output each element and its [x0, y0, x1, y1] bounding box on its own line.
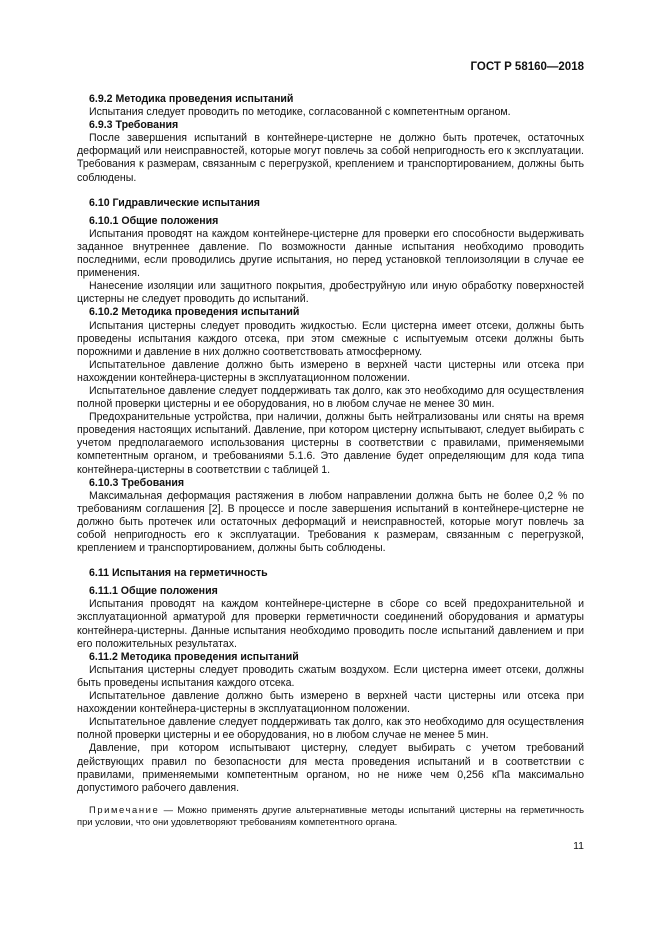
heading-6-11: 6.11 Испытания на герметичность [89, 567, 268, 580]
page-number: 11 [573, 840, 584, 852]
paragraph: Давление, при котором испытывают цистерну, следует выбирать с учетом требований действующих правил по безопасности для места проведения испытаний и в соответствии с правилами, применяемыми компетентным органом, но не ниже чем 0,256 кПа максимально допустимого рабочего давления. [77, 742, 584, 794]
paragraph: После завершения испытаний в контейнере-цистерне не должно быть протечек, остаточных деформаций или неисправностей, которые могут повлечь за собой непригодность его к эксплуатации. Требования к размерам, связанным с перегрузкой, креплением и транспортированием, должны быть соблюдены. [77, 132, 584, 184]
paragraph: Испытания цистерны следует проводить жидкостью. Если цистерна имеет отсеки, должны быть проведены испытания каждого отсека, при этом смежные с испытуемым отсеки должны быть порожними и давление в них должно соответствовать атмосферному. [77, 319, 584, 358]
heading-6-10: 6.10 Гидравлические испытания [89, 196, 260, 209]
standard-designation: ГОСТ Р 58160—2018 [470, 61, 584, 73]
paragraph: Испытания следует проводить по методике, согласованной с компетентным органом. [89, 106, 511, 119]
heading-6-10-2: 6.10.2 Методика проведения испытаний [89, 306, 300, 319]
paragraph: Испытательное давление должно быть измерено в верхней части цистерны или отсека при нахождении контейнера-цистерны в эксплуатационном положении. [77, 358, 584, 384]
paragraph: Испытания цистерны следует проводить сжатым воздухом. Если цистерна имеет отсеки, должны быть проведены испытания каждого отсека. [77, 663, 584, 689]
paragraph: Нанесение изоляции или защитного покрытия, дробеструйную или иную обработку поверхностей цистерны не следует проводить до испытаний. [77, 280, 584, 306]
paragraph: Испытательное давление должно быть измерено в верхней части цистерны или отсека при нахождении контейнера-цистерны в эксплуатационном положении. [77, 690, 584, 716]
paragraph: Испытания проводят на каждом контейнере-цистерне в сборе со всей предохранительной и эксплуатационной арматурой для проверки герметичности соединений оборудования и арматуры контейнера-цистерны. Данные испытания необходимо проводить после испытаний давлением и при его положительных результатах. [77, 598, 584, 650]
heading-6-11-1: 6.11.1 Общие положения [89, 585, 218, 598]
paragraph: Испытательное давление следует поддерживать так долго, как это необходимо для осуществления полной проверки цистерны и ее оборудования, но в любом случае не менее 30 мин. [77, 384, 584, 411]
paragraph: Испытания проводят на каждом контейнере-цистерне для проверки его способности выдерживать заданное внутреннее давление. По возможности данные испытания необходимо проводить последними, если проводились другие испытания, но перед установкой теплоизоляции в случае ее применения. [77, 227, 584, 280]
paragraph: Предохранительные устройства, при наличии, должны быть нейтрализованы или сняты на время проведения настоящих испытаний. Давление, при котором цистерну испытывают, следует выбирать с учетом предполагаемого использования цистерны в соответствии с правилами, применяемыми компетентным органом, и требованиями 5.1.6. Это давление будет определяющим для кода типа контейнера-цистерны в соответствии с таблицей 1. [77, 411, 584, 476]
note-text: — Можно применять другие альтернативные методы испытаний цистерны на герметичность при условии, что они удовлетворяют требованиям компетентного органа. [77, 803, 584, 827]
heading-6-9-2: 6.9.2 Методика проведения испытаний [89, 93, 294, 105]
heading-6-9-3: 6.9.3 Требования [89, 119, 179, 132]
paragraph: Максимальная деформация растяжения в любом направлении должна быть не более 0,2 % по требованиям соглашения [2]. В процессе и после завершения испытаний в контейнере-цистерне не должно быть протечек или остаточных деформаций и неисправностей, которые могут повлечь за собой непригодность его к эксплуатации. Требования к размерам, связанным с перегрузкой, креплением и транспортированием, должны быть соблюдены. [77, 489, 584, 555]
page-content [77, 93, 584, 828]
heading-6-11-2: 6.11.2 Методика проведения испытаний [89, 650, 299, 663]
paragraph: Испытательное давление следует поддерживать так долго, как это необходимо для осуществления полной проверки цистерны и ее оборудования, но в любом случае не менее 5 мин. [77, 716, 584, 742]
note-label: Примечание [89, 803, 160, 815]
heading-6-10-1: 6.10.1 Общие положения [89, 214, 219, 227]
note [77, 804, 584, 828]
heading-6-10-3: 6.10.3 Требования [89, 476, 185, 489]
